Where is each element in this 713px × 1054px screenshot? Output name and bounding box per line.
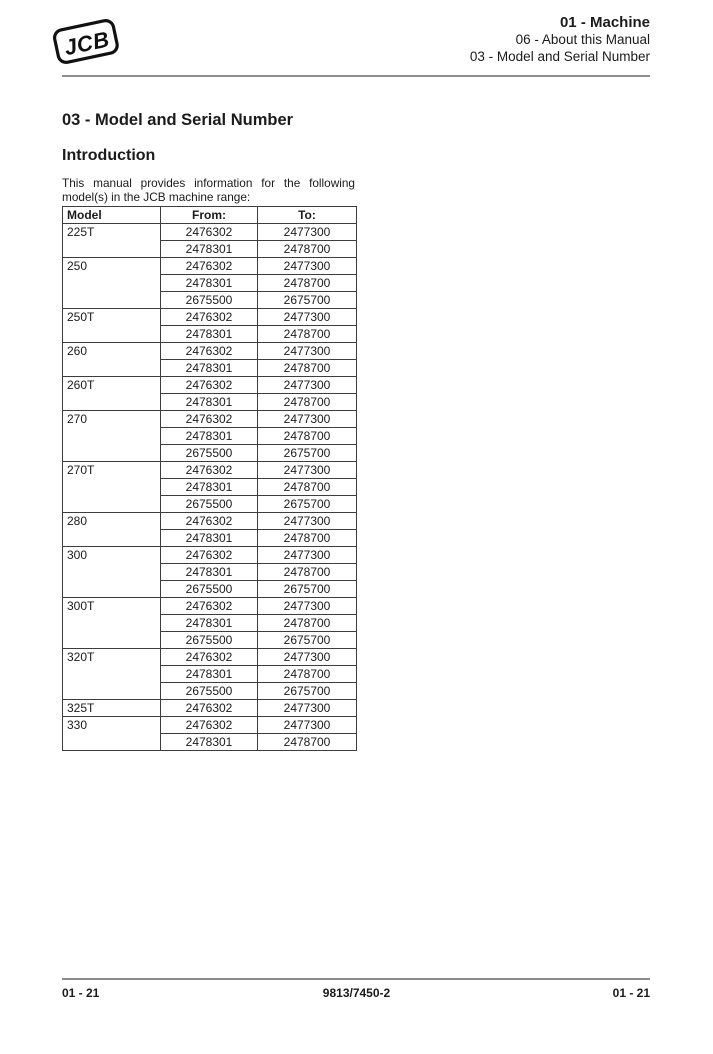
breadcrumb-section: 06 - About this Manual [515,32,650,47]
table-row [63,700,357,717]
serial-to-cell: 2477300 [258,224,357,241]
jcb-logo [44,10,128,74]
serial-to-cell: 2477300 [258,700,357,717]
footer-doc-number: 9813/7450-2 [322,986,391,1000]
serial-from-cell: 2476302 [161,224,258,241]
serial-from-cell: 2675500 [161,683,258,700]
serial-to-cell: 2477300 [258,309,357,326]
serial-from-cell: 2675500 [161,496,258,513]
serial-to-cell: 2477300 [258,411,357,428]
serial-from-cell: 2478301 [161,326,258,343]
serial-from-cell: 2476302 [161,717,258,734]
breadcrumb-subsection: 03 - Model and Serial Number [469,48,650,64]
model-cell: 270T [63,462,161,513]
model-cell: 325T [63,700,161,717]
serial-from-cell: 2476302 [161,411,258,428]
model-cell: 250 [63,258,161,309]
serial-to-cell: 2478700 [258,241,357,258]
serial-from-cell: 2476302 [161,462,258,479]
serial-to-cell: 2675700 [258,496,357,513]
serial-to-cell: 2478700 [258,564,357,581]
serial-to-cell: 2478700 [258,326,357,343]
model-cell: 250T [63,309,161,343]
serial-from-cell: 2478301 [161,428,258,445]
serial-to-cell: 2675700 [258,632,357,649]
model-cell: 300T [63,598,161,649]
serial-table-body [63,224,357,751]
serial-from-cell: 2478301 [161,360,258,377]
model-cell: 280 [63,513,161,547]
table-row [63,309,357,326]
model-cell: 260T [63,377,161,411]
serial-to-cell: 2478700 [258,394,357,411]
serial-from-cell: 2476302 [161,513,258,530]
table-row [63,258,357,275]
serial-number-table [62,206,357,751]
serial-from-cell: 2478301 [161,564,258,581]
serial-to-cell: 2477300 [258,513,357,530]
table-row [63,547,357,564]
serial-to-cell: 2675700 [258,683,357,700]
serial-from-cell: 2476302 [161,598,258,615]
table-header-row [63,207,357,224]
serial-to-cell: 2478700 [258,666,357,683]
table-row [63,411,357,428]
serial-to-cell: 2477300 [258,717,357,734]
serial-to-cell: 2478700 [258,479,357,496]
footer-page-number-left: 01 - 21 [62,986,100,1000]
serial-to-cell: 2675700 [258,292,357,309]
intro-paragraph: This manual provides information for the following model(s) in the JCB machine range: [62,176,355,205]
jcb-logo-text: JCB [61,26,112,61]
table-row [63,598,357,615]
footer-rule [62,978,650,980]
serial-to-cell: 2477300 [258,377,357,394]
model-cell: 320T [63,649,161,700]
table-row [63,717,357,734]
column-header-from: From: [161,207,258,224]
serial-to-cell: 2478700 [258,734,357,751]
serial-to-cell: 2675700 [258,445,357,462]
footer-page-number-right: 01 - 21 [612,986,650,1000]
model-cell: 300 [63,547,161,598]
breadcrumb-machine: 01 - Machine [559,14,650,31]
serial-from-cell: 2478301 [161,530,258,547]
serial-from-cell: 2478301 [161,275,258,292]
serial-to-cell: 2478700 [258,360,357,377]
serial-to-cell: 2478700 [258,615,357,632]
header-breadcrumbs [470,13,650,65]
serial-from-cell: 2478301 [161,666,258,683]
model-cell: 270 [63,411,161,462]
serial-to-cell: 2477300 [258,258,357,275]
serial-from-cell: 2478301 [161,394,258,411]
serial-from-cell: 2476302 [161,309,258,326]
model-cell: 260 [63,343,161,377]
model-cell: 330 [63,717,161,751]
serial-to-cell: 2675700 [258,581,357,598]
serial-from-cell: 2675500 [161,632,258,649]
serial-from-cell: 2476302 [161,377,258,394]
serial-from-cell: 2675500 [161,581,258,598]
column-header-model: Model [63,207,161,224]
serial-to-cell: 2477300 [258,598,357,615]
serial-from-cell: 2476302 [161,649,258,666]
serial-to-cell: 2478700 [258,530,357,547]
serial-from-cell: 2675500 [161,445,258,462]
serial-from-cell: 2478301 [161,615,258,632]
table-row [63,343,357,360]
table-row [63,513,357,530]
serial-to-cell: 2477300 [258,462,357,479]
table-row [63,462,357,479]
page-title: 03 - Model and Serial Number [62,111,294,129]
header-rule [62,75,650,77]
section-heading: Introduction [62,147,156,164]
serial-from-cell: 2478301 [161,734,258,751]
serial-from-cell: 2476302 [161,258,258,275]
serial-from-cell: 2675500 [161,292,258,309]
serial-from-cell: 2476302 [161,700,258,717]
serial-to-cell: 2477300 [258,547,357,564]
table-row [63,224,357,241]
serial-to-cell: 2477300 [258,343,357,360]
serial-to-cell: 2478700 [258,275,357,292]
serial-from-cell: 2476302 [161,547,258,564]
column-header-to: To: [258,207,357,224]
table-row [63,649,357,666]
serial-from-cell: 2476302 [161,343,258,360]
model-cell: 225T [63,224,161,258]
table-row [63,377,357,394]
serial-to-cell: 2478700 [258,428,357,445]
serial-from-cell: 2478301 [161,241,258,258]
serial-to-cell: 2477300 [258,649,357,666]
serial-from-cell: 2478301 [161,479,258,496]
